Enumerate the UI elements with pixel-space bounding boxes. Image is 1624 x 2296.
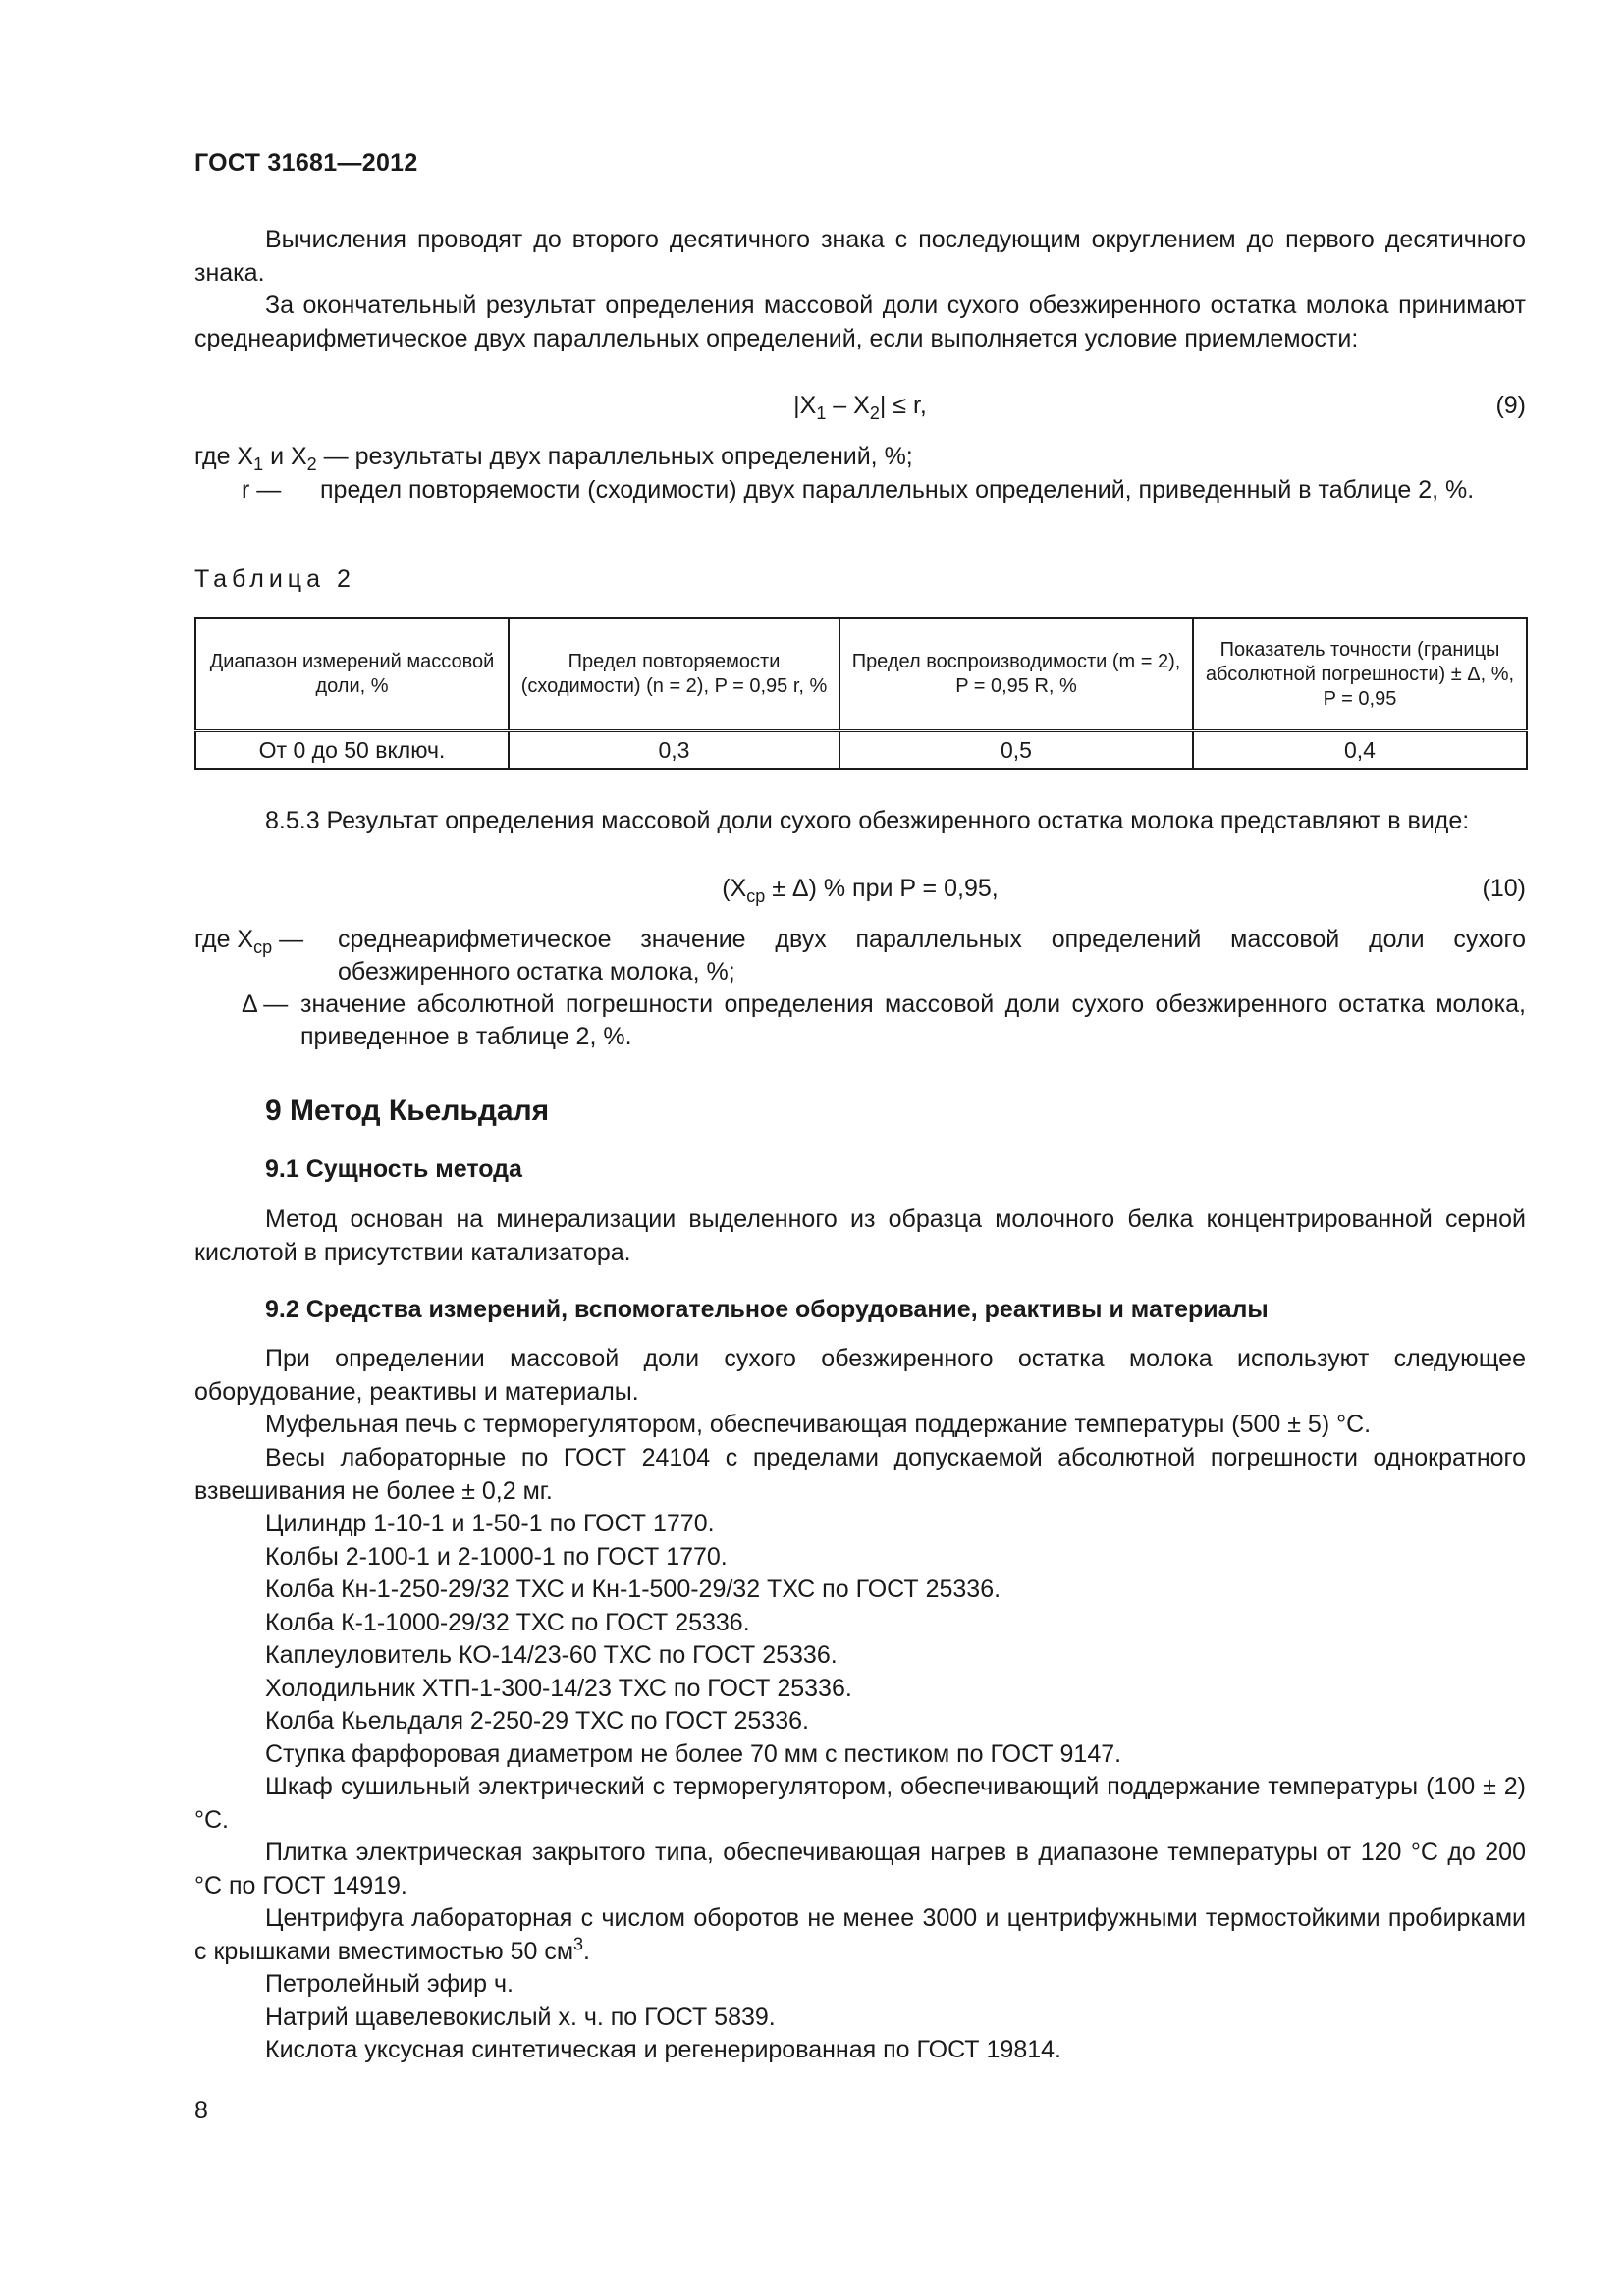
header-repeatability: Предел повторяемости (сходимости) (n = 2), P = 0,95 r, % [509, 618, 839, 731]
header-range: Диапазон измерений массовой доли, % [195, 618, 509, 731]
definition-x-mean: где $X_{ср}$ — среднеарифметическое значение двух параллельных определений массовой доли сухого обезжиренного остатка молока, %; [194, 926, 1526, 986]
page-number: 8 [194, 2097, 208, 2124]
paragraph-9-1: Метод основан на минерализации выделенного из образца молочного белка концентрированной серной кислотой в присутствии катализатора. [194, 1205, 1526, 1266]
cell-accuracy: 0,4 [1193, 731, 1527, 770]
list-item: Колба Кьельдаля 2-250-29 ТХС по ГОСТ 25336. [265, 1707, 809, 1735]
paragraph-8-5-3: 8.5.3 Результат определения массовой доли сухого обезжиренного остатка молока представляют в виде: [265, 807, 1470, 834]
document-page: ГОСТ 31681—2012 Вычисления проводят до второго десятичного знака с последующим округлением до первого десятичного знака. За окончательный результат определения массовой доли сухого обезжиренного остатка молока принимают среднеарифметическое двух параллельных определений, если выполняется условие приемлемости: $|X_1 - X_2| \le r$, (9) где $X_1$ и $X_2$ — результаты двух параллельных определений, %; r — предел повторяемости (сходимости) двух параллельных определений, приведенный в таблице 2, %. Таблица 2 Диапазон измерений массовой доли, % Предел повторяемости (сходимости) (n = 2), P = 0,95 r, % Предел воспроизводимости (m = 2), P = 0,95 R, % Показатель точности (границы абсолютной погрешности) ± Δ, %, P = 0,95 От 0 до 50 включ. 0,3 0,5 0,4 8.5.3 Результат определения массовой доли сухого обезжиренного остатка молока представляют в виде: $(X_{ср} \pm \Delta)$ % при P = 0,95, (10) где $X_{ср}$ — среднеарифметическое значение двух параллельных определений массовой доли сухого обезжиренного остатка молока, %; Δ — значение абсолютной погрешности определения массовой доли сухого обезжиренного остатка молока, приведенное в таблице 2, %. 9 Метод Кьельдаля 9.1 Сущность метода Метод основан на минерализации выделенного из образца молочного белка концентрированной серной кислотой в присутствии катализатора. 9.2 Средства измерений, вспомогательное оборудование, реактивы и материалы При определении массовой доли сухого обезжиренного остатка молока используют следующее оборудование, реактивы и материалы. Муфельная печь с терморегулятором, обеспечивающая поддержание температуры (500 ± 5) °С. Весы лабораторные по ГОСТ 24104 с пределами допускаемой абсолютной погрешности однократного взвешивания не более ± 0,2 мг. Цилиндр 1-10-1 и 1-50-1 по ГОСТ 1770. Колбы 2-100-1 и 2-1000-1 по ГОСТ 1770. Колба Кн-1-250-29/32 ТХС и Кн-1-500-29/32 ТХС по ГОСТ 25336. Колба К-1-1000-29/32 ТХС по ГОСТ 25336. Каплеуловитель КО-14/23-60 ТХС по ГОСТ 25336. Холодильник ХТП-1-300-14/23 ТХС по ГОСТ 25336. Колба Кьельдаля 2-250-29 ТХС по ГОСТ 25336. Ступка фарфоровая диаметром не более 70 мм с пестиком по ГОСТ 9147. Шкаф сушильный электрический с терморегулятором, обеспечивающий поддержание температуры (100 ± 2) °С. Плитка электрическая закрытого типа, обеспечивающая нагрев в диапазоне температуры от 120 °С до 200 °С по ГОСТ 14919. Центрифуга лабораторная с числом оборотов не менее 3000 и центрифужными термостойкими пробирками с крышками вместимостью 50 $см^3$. Петролейный эфир ч. Натрий щавелевокислый х. ч. по ГОСТ 5839. Кислота уксусная синтетическая и регенерированная по ГОСТ 19814. 8 [194, 149, 1526, 2124]
list-item: Натрий щавелевокислый х. ч. по ГОСТ 5839. [265, 2003, 776, 2031]
table-row [195, 731, 1527, 770]
paragraph-final-result: За окончательный результат определения массовой доли сухого обезжиренного остатка молока принимают среднеарифметическое двух параллельных определений, если выполняется условие приемлемости: [194, 292, 1526, 352]
header-reproducibility: Предел воспроизводимости (m = 2), P = 0,95 R, % [839, 618, 1193, 731]
list-item: Кислота уксусная синтетическая и регенерированная по ГОСТ 19814. [265, 2036, 1061, 2063]
cell-repeatability: 0,3 [509, 731, 839, 770]
paragraph-9-2-intro: При определении массовой доли сухого обезжиренного остатка молока используют следующее оборудование, реактивы и материалы. [194, 1345, 1526, 1406]
list-item: Петролейный эфир ч. [265, 1970, 514, 1998]
cell-reproducibility: 0,5 [839, 731, 1193, 770]
item-centrifuge: Центрифуга лабораторная с числом оборотов не менее 3000 и центрифужными термостойкими пробирками с крышками вместимостью 50 $см^3$. [194, 1904, 1526, 1965]
table-caption: Таблица 2 [194, 565, 355, 593]
document-header: ГОСТ 31681—2012 [194, 149, 418, 177]
formula-10-expression: $(X_{ср} \pm \Delta)$ % при P = 0,95, [722, 875, 999, 906]
cell-range: От 0 до 50 включ. [195, 731, 509, 770]
formula-9-expression: $|X_1 - X_2| \le r$, [793, 392, 927, 423]
item-drying-oven: Шкаф сушильный электрический с терморегулятором, обеспечивающий поддержание температуры (100 ± 2) °С. [194, 1773, 1526, 1834]
list-item: Колба К-1-1000-29/32 ТХС по ГОСТ 25336. [265, 1609, 750, 1636]
section-9-1-title: 9.1 Сущность метода [265, 1155, 522, 1183]
item-lab-scales: Весы лабораторные по ГОСТ 24104 с пределами допускаемой абсолютной погрешности однократного взвешивания не более ± 0,2 мг. [194, 1444, 1526, 1505]
list-item: Колбы 2-100-1 и 2-1000-1 по ГОСТ 1770. [265, 1543, 728, 1571]
table-2 [194, 617, 1528, 770]
table-header-row [195, 618, 1527, 731]
definition-delta: Δ — значение абсолютной погрешности определения массовой доли сухого обезжиренного остатка молока, приведенное в таблице 2, %. [242, 990, 1526, 1050]
formula-9-number: (9) [1495, 392, 1526, 419]
paragraph-rounding: Вычисления проводят до второго десятичного знака с последующим округлением до первого десятичного знака. [194, 226, 1526, 287]
item-muffle-furnace: Муфельная печь с терморегулятором, обеспечивающая поддержание температуры (500 ± 5) °С. [265, 1411, 1372, 1438]
list-item: Колба Кн-1-250-29/32 ТХС и Кн-1-500-29/32 ТХС по ГОСТ 25336. [265, 1575, 1001, 1603]
list-item: Каплеуловитель КО-14/23-60 ТХС по ГОСТ 25336. [265, 1641, 838, 1669]
list-item: Холодильник ХТП-1-300-14/23 ТХС по ГОСТ 25336. [265, 1675, 852, 1702]
section-9-2-title: 9.2 Средства измерений, вспомогательное оборудование, реактивы и материалы [265, 1296, 1269, 1323]
list-item: Ступка фарфоровая диаметром не более 70 мм с пестиком по ГОСТ 9147. [265, 1740, 1122, 1768]
list-item: Цилиндр 1-10-1 и 1-50-1 по ГОСТ 1770. [265, 1510, 715, 1537]
header-accuracy: Показатель точности (границы абсолютной погрешности) ± Δ, %, P = 0,95 [1193, 618, 1527, 731]
formula-10-number: (10) [1482, 875, 1526, 902]
section-9-title: 9 Метод Кьельдаля [265, 1095, 550, 1127]
item-hotplate: Плитка электрическая закрытого типа, обеспечивающая нагрев в диапазоне температуры от 120 °С до 200 °С по ГОСТ 14919. [194, 1839, 1526, 1899]
